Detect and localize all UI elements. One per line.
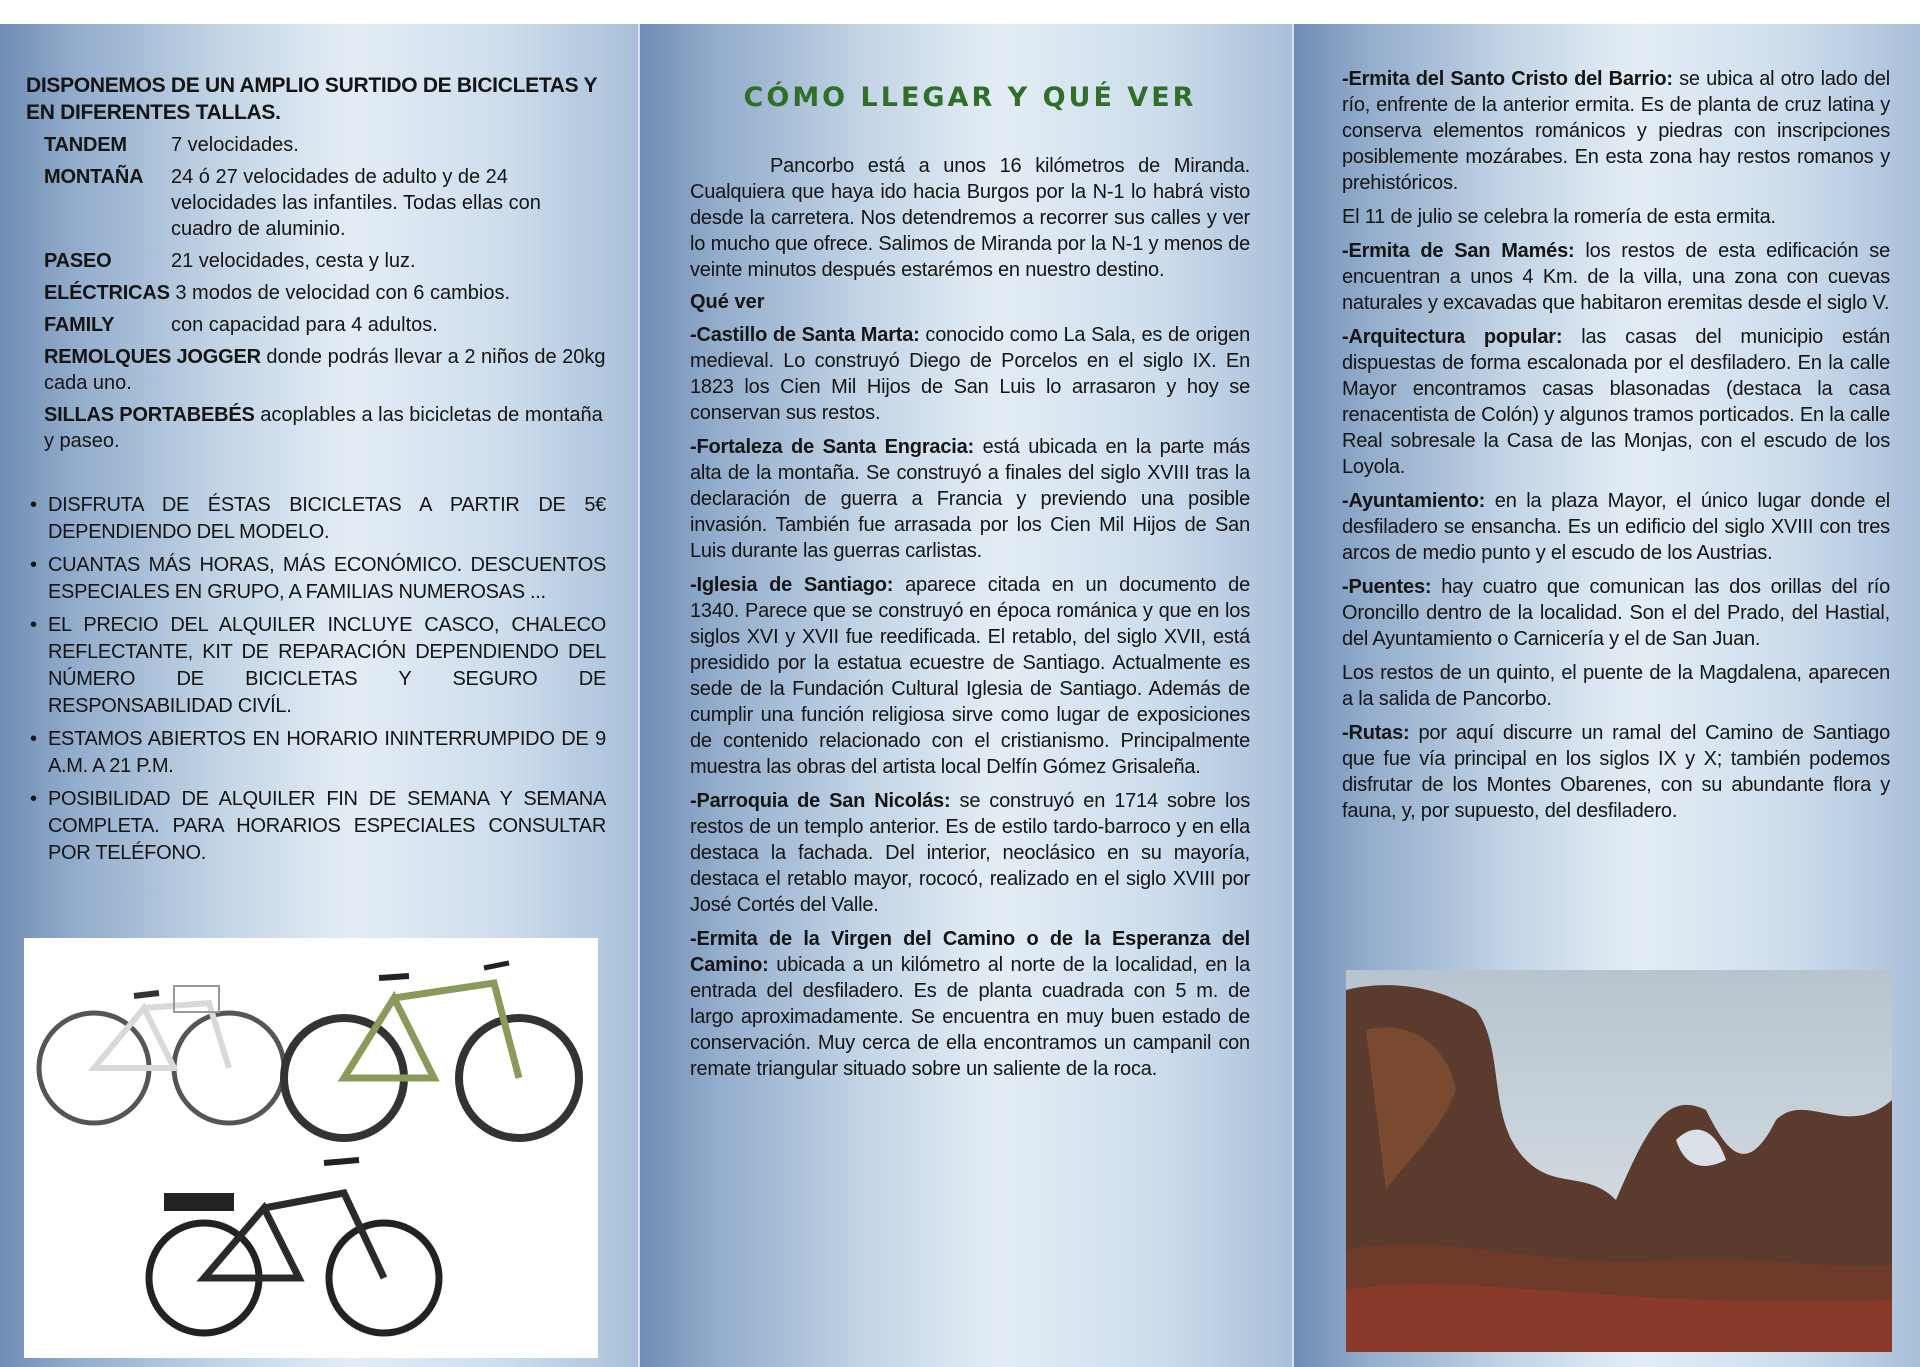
bike-item-paseo <box>44 248 606 274</box>
bike-item-remolques <box>44 344 606 396</box>
list-item: • POSIBILIDAD DE ALQUILER FIN DE SEMANA Y SEMANA COMPLETA. PARA HORARIOS ESPECIALES CONSULTAR POR TELÉFONO. <box>26 786 606 867</box>
section-fortaleza <box>690 434 1250 564</box>
section-text: se construyó en 1714 sobre los restos de un templo anterior. Es de estilo tardo-barroco y en ella destaca la fachada. Del interior, neoclásico en su mayoría, destaca el retablo mayor, rococó, realizado en el siglo XVIII por José Cortés del Valle. <box>690 790 1251 916</box>
panel-places <box>1292 24 1920 1367</box>
section-text: Los restos de un quinto, el puente de la Magdalena, aparecen a la salida de Pancorbo. <box>1342 662 1890 710</box>
section-text: en la plaza Mayor, el único lugar donde el desfiladero se ensancha. Es un edificio del siglo XVIII con tres arcos de medio punto y el escudo de los Austrias. <box>1342 490 1891 564</box>
bike-desc: 24 ó 27 velocidades de adulto y de 24 velocidades las infantiles. Todas ellas con cuadro de aluminio. <box>171 166 541 240</box>
section-text: aparece citada en un documento de 1340. Parece que se construyó en época románica y que en los siglos XVI y XVII fue reedificada. El retablo, del siglo XVII, está presidido por la estatua ecuestre de Santiago. Actualmente es sede de la Fundación Cultural Iglesia de Santiago. Además de cumplir una función religiosa sirve como lugar de exposiciones de contenido relacionado con el cristianismo. Principalmente muestra las obras del artista local Delfín Gómez Grisaleña. <box>690 574 1250 778</box>
section-text: conocido como La Sala, es de origen medieval. Lo construyó Diego de Porcelos en el siglo IX. En 1823 los Cien Mil Hijos de San Luis lo arrasaron y hoy se conservan sus restos. <box>690 324 1250 424</box>
section-text: El 11 de julio se celebra la romería de esta ermita. <box>1342 206 1776 228</box>
subheading: Qué ver <box>690 291 765 313</box>
panel-how-to-get <box>638 24 1292 1367</box>
section-ermita-virgen <box>690 926 1250 1082</box>
bike-name: TANDEM <box>44 134 127 156</box>
section-title: -Puentes: <box>1342 576 1432 598</box>
bike-item-family <box>44 312 606 338</box>
section-text: los restos de esta edificación se encuentran a unos 4 Km. de la villa, una zona con cuevas naturales y excavadas que habitaron eremitas desde el siglo V. <box>1342 240 1891 314</box>
section-iglesia <box>690 572 1250 780</box>
section-text: se ubica al otro lado del río, enfrente de la anterior ermita. Es de planta de cruz latina y conserva elementos románicos y piedras con inscripciones posiblemente mozárabes. En esta zona hay restos romanos y prehistóricos. <box>1342 68 1890 194</box>
section-title: -Castillo de Santa Marta: <box>690 324 920 346</box>
bike-name: PASEO <box>44 250 112 272</box>
section-quinto-puente <box>1342 660 1890 712</box>
section-text: por aquí discurre un ramal del Camino de Santiago que fue vía principal en los siglos IX y X; también podemos disfrutar de los Montes Obarenes, con su abundante flora y fauna, y, por supuesto, del desfiladero. <box>1342 722 1890 822</box>
bike-desc: 7 velocidades. <box>171 134 299 156</box>
bike-desc: donde podrás llevar a 2 niños de 20kg cada uno. <box>44 346 606 394</box>
section-title: -Rutas: <box>1342 722 1410 744</box>
section-text: ubicada a un kilómetro al norte de la localidad, en la entrada del desfiladero. Es de planta cuadrada con 5 m. de largo aproximadamente. Se encuentra en muy buen estado de conservación. Muy cerca de ella encontramos un campanil con remate triangular situado sobre un saliente de la roca. <box>690 954 1250 1080</box>
section-ermita-cristo <box>1342 66 1890 196</box>
list-item: • DISFRUTA DE ÉSTAS BICICLETAS A PARTIR DE 5€ DEPENDIENDO DEL MODELO. <box>26 492 606 546</box>
rental-conditions-list <box>26 492 606 867</box>
bike-name: ELÉCTRICAS <box>44 282 170 304</box>
bike-name: REMOLQUES JOGGER <box>44 346 261 368</box>
section-text: las casas del municipio están dispuestas de forma escalonada por el desfiladero. En la calle Mayor encontramos casas blasonadas (destaca la casa renacentista de Colón) y algunos tramos porticados. En la calle Real sobresale la Casa de las Monjas, con el escudo de los Loyola. <box>1342 326 1890 478</box>
section-puentes <box>1342 574 1890 652</box>
bike-item-sillas <box>44 402 606 454</box>
list-item: • CUANTAS MÁS HORAS, MÁS ECONÓMICO. DESCUENTOS ESPECIALES EN GRUPO, A FAMILIAS NUMEROSAS ... <box>26 552 606 606</box>
list-item: • ESTAMOS ABIERTOS EN HORARIO ININTERRUMPIDO DE 9 A.M. A 21 P.M. <box>26 726 606 780</box>
section-title: -Arquitectura popular: <box>1342 326 1563 348</box>
rental-heading: DISPONEMOS DE UN AMPLIO SURTIDO DE BICICLETAS Y EN DIFERENTES TALLAS. <box>26 74 597 124</box>
bike-desc: con capacidad para 4 adultos. <box>171 314 438 336</box>
section-title: -Parroquia de San Nicolás: <box>690 790 951 812</box>
page-title: CÓMO LLEGAR Y QUÉ VER <box>743 82 1197 113</box>
section-title: -Ermita de San Mamés: <box>1342 240 1575 262</box>
bike-desc: 3 modos de velocidad con 6 cambios. <box>175 282 510 304</box>
bicycle-illustration <box>24 938 598 1358</box>
section-text: hay cuatro que comunican las dos orillas del río Oroncillo dentro de la localidad. Son el del Prado, del Hastial, del Ayuntamiento o Carnicería y el de San Juan. <box>1342 576 1890 650</box>
section-parroquia <box>690 788 1250 918</box>
bike-name: FAMILY <box>44 314 115 336</box>
bike-name: SILLAS PORTABEBÉS <box>44 404 255 426</box>
section-romeria <box>1342 204 1890 230</box>
bike-item-electricas <box>44 280 606 306</box>
section-title: -Ayuntamiento: <box>1342 490 1486 512</box>
section-title: -Ermita de la Virgen del Camino o de la Esperanza del Camino: <box>690 928 1250 976</box>
section-castillo <box>690 322 1250 426</box>
intro-paragraph: Pancorbo está a unos 16 kilómetros de Miranda. Cualquiera que haya ido hacia Burgos por la N-1 lo habrá visto desde la carretera. Nos detendremos a recorrer sus calles y ver lo mucho que ofrece. Salimos de Miranda por la N-1 y menos de veinte minutos después estarémos en nuestro destino. <box>690 155 1250 281</box>
section-rutas <box>1342 720 1890 824</box>
bike-name: MONTAÑA <box>44 166 144 188</box>
bike-item-tandem <box>44 132 606 158</box>
section-title: -Iglesia de Santiago: <box>690 574 894 596</box>
list-item: • EL PRECIO DEL ALQUILER INCLUYE CASCO, CHALECO REFLECTANTE, KIT DE REPARACIÓN DEPENDIENDO DEL NÚMERO DE BICICLETAS Y SEGURO DE RESPONSABILIDAD CIVÍL. <box>26 612 606 720</box>
bike-item-montana <box>44 164 606 242</box>
landscape-photo <box>1346 970 1892 1352</box>
bike-desc: acoplables a las bicicletas de montaña y paseo. <box>44 404 603 452</box>
section-text: está ubicada en la parte más alta de la montaña. Se construyó a finales del siglo XVIII tras la declaración de guerra a Francia y previendo una posible invasión. También fue arrasada por los Cien Mil Hijos de San Luis durante las guerras carlistas. <box>690 436 1251 562</box>
section-ermita-mames <box>1342 238 1890 316</box>
rock-formation-illustration <box>1346 970 1892 1352</box>
panel-bike-rental <box>0 24 638 1367</box>
section-title: -Fortaleza de Santa Engracia: <box>690 436 974 458</box>
bike-desc: 21 velocidades, cesta y luz. <box>171 250 416 272</box>
section-title: -Ermita del Santo Cristo del Barrio: <box>1342 68 1673 90</box>
bikes-photo <box>24 938 598 1358</box>
section-ayuntamiento <box>1342 488 1890 566</box>
section-arquitectura <box>1342 324 1890 480</box>
